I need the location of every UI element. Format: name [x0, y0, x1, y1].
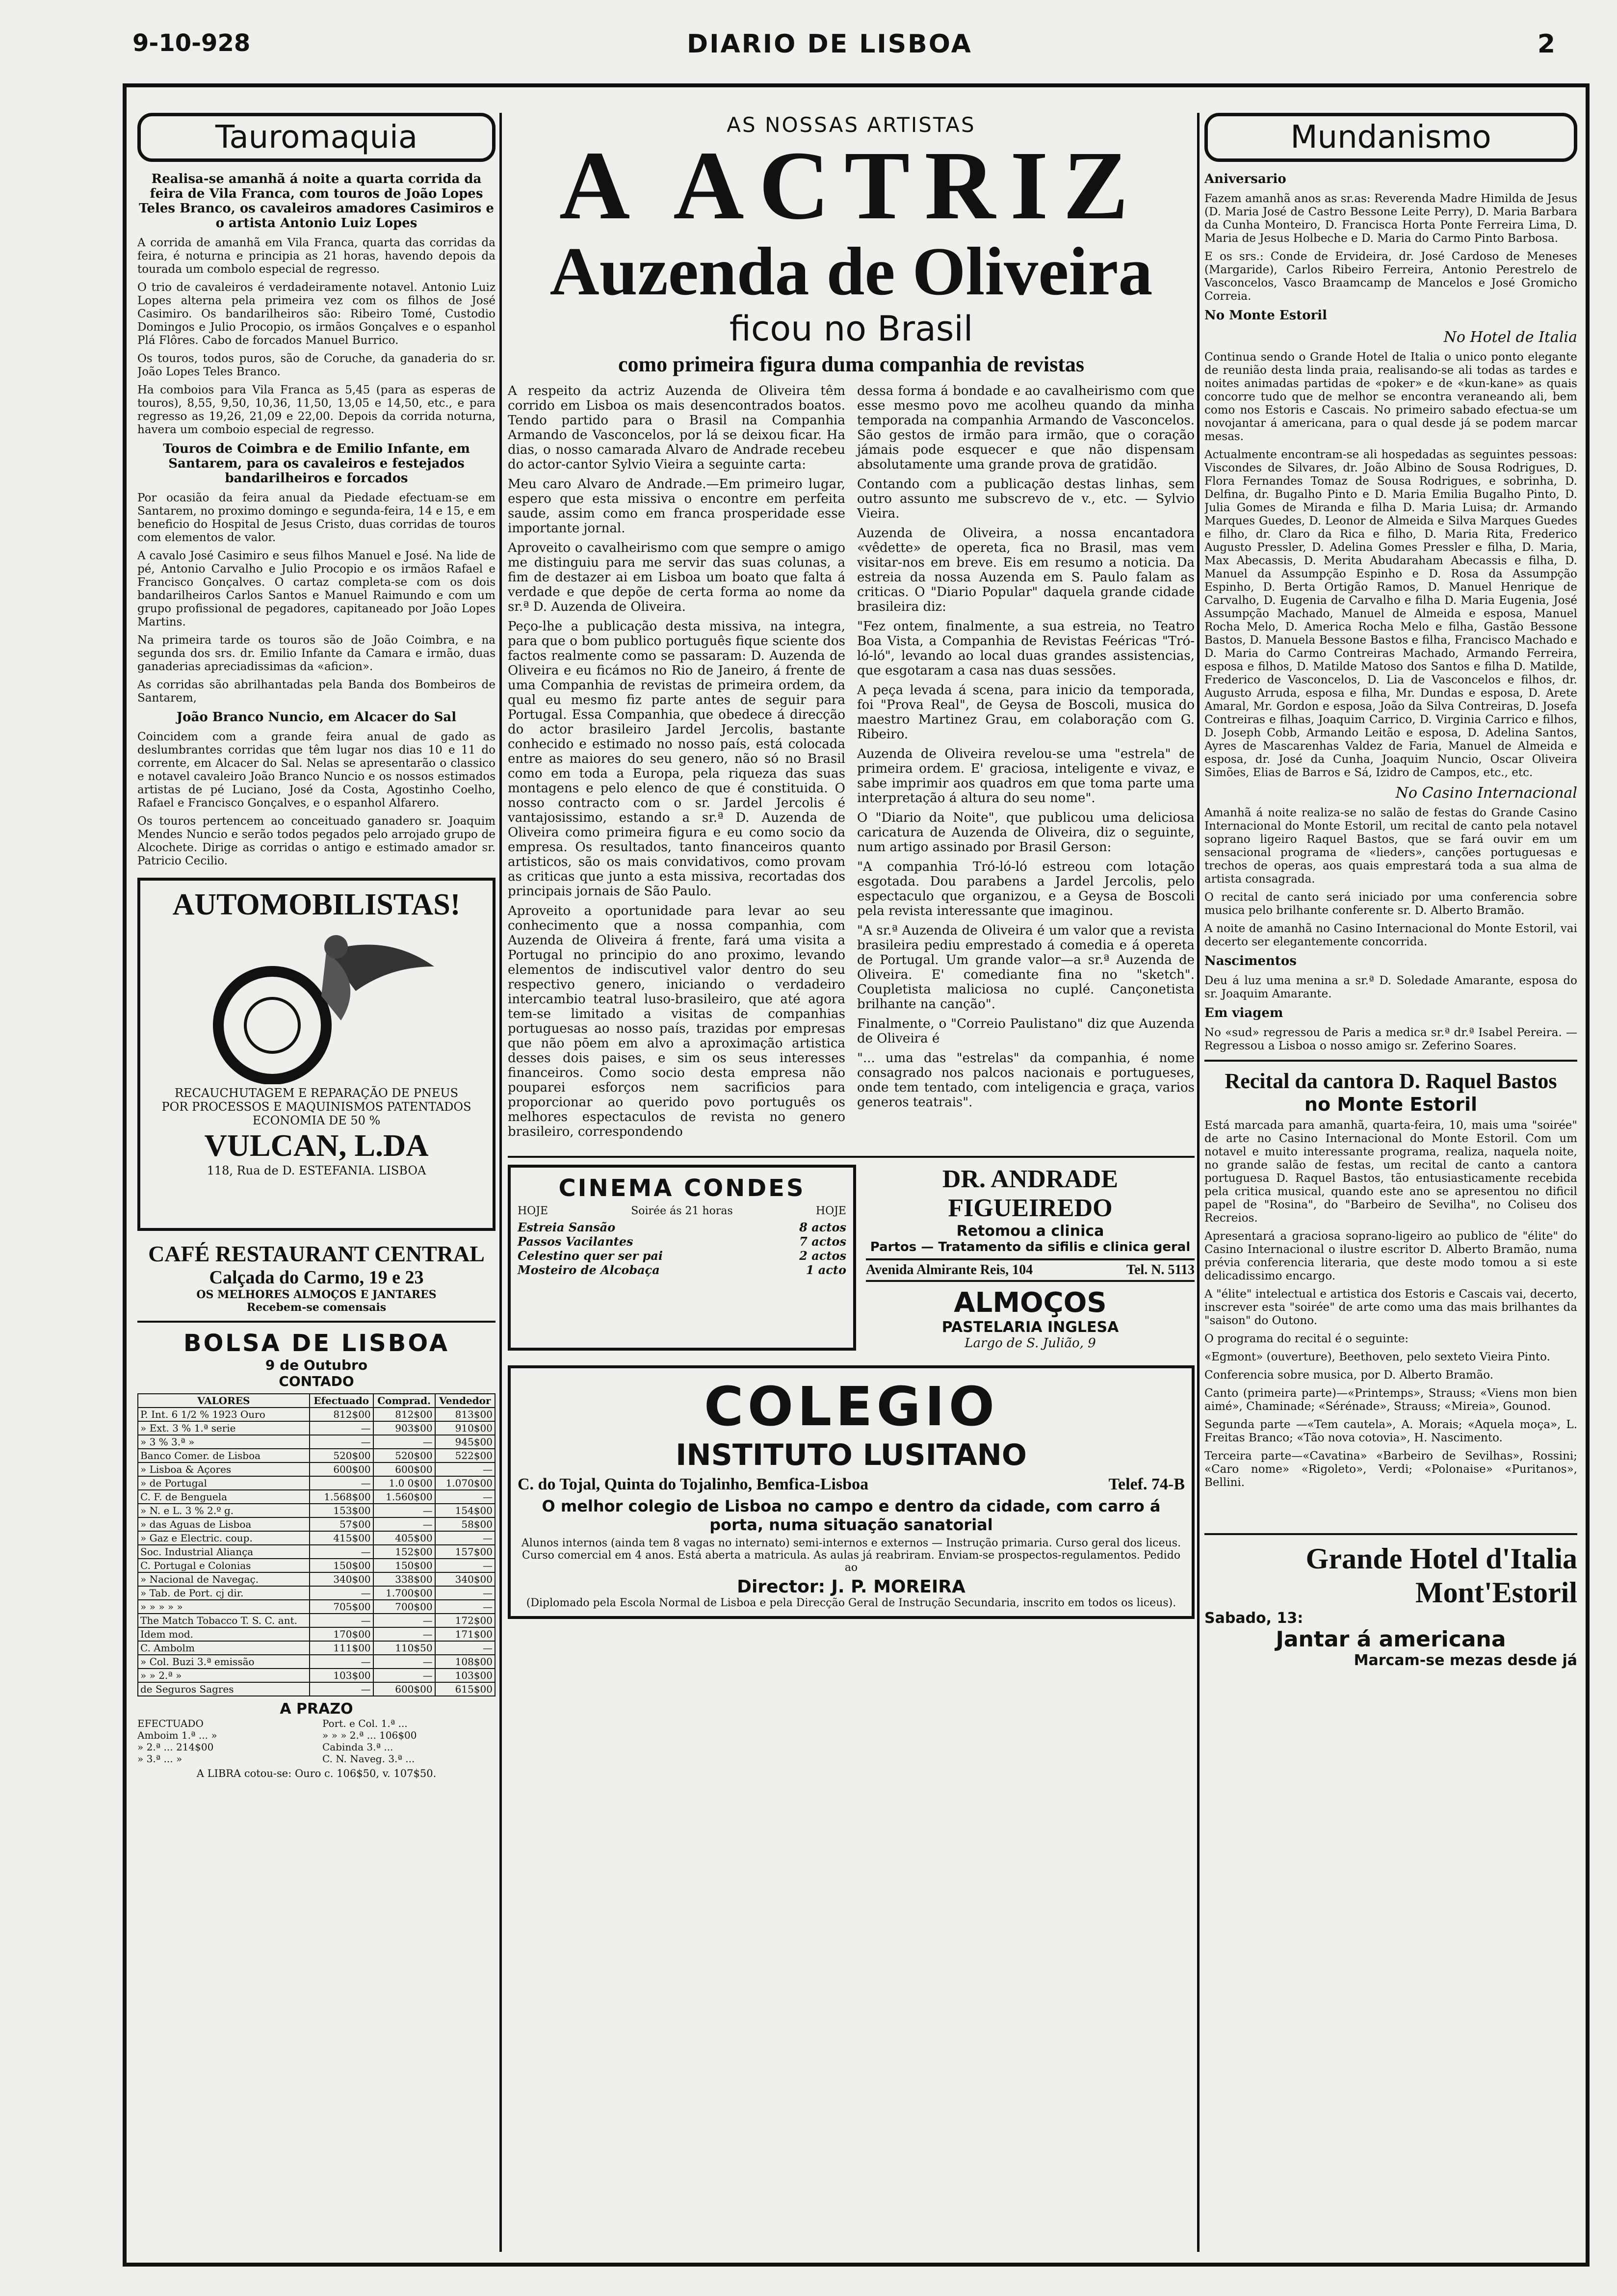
table-cell: —: [373, 1655, 435, 1669]
doctor-address-bar: [866, 1258, 1195, 1282]
article-col-a: [508, 384, 845, 1149]
table-cell: —: [373, 1614, 435, 1627]
table-cell: —: [435, 1641, 495, 1655]
table-row: [138, 1421, 495, 1435]
article-paragraph: Amanhã á noite realiza-se no salão de festas do Grande Casino Internacional do Monte Estoril, um recital de canto pela notavel soprano ligeiro Raquel Bastos, que se fará ouvir em um sensacional programa de «lieders», canções portuguesas e trechos de operas, aos quais emprestará toda a sua alma de artista consagrada.: [1204, 807, 1577, 886]
article-paragraph: Contando com a publicação destas linhas, sem outro assunto me subscrevo de v., etc. — Sylvio Vieira.: [857, 477, 1195, 521]
colegio-title: COLEGIO: [704, 1375, 999, 1438]
table-cell: » N. e L. 3 % 2.º g.: [138, 1504, 310, 1517]
article-paragraph: As corridas são abrilhantadas pela Banda dos Bombeiros de Santarem,: [137, 678, 496, 704]
film-title: Estreia Sansão: [518, 1220, 616, 1234]
table-cell: 600$00: [373, 1462, 435, 1476]
table-row: [138, 1586, 495, 1600]
table-row: [138, 1476, 495, 1490]
table-row: [138, 1449, 495, 1462]
table-row: [138, 1572, 495, 1586]
table-cell: 910$00: [435, 1421, 495, 1435]
table-cell: 700$00: [373, 1600, 435, 1614]
article-paragraph: Meu caro Alvaro de Andrade.—Em primeiro lugar, espero que esta missiva o encontre em perfeita saude, assim como em franca prosperidade esse importante jornal.: [508, 477, 845, 536]
divider: [1204, 1060, 1577, 1062]
table-row: [138, 1517, 495, 1531]
table-cell: C. Portugal e Colonias: [138, 1559, 310, 1572]
table-cell: Idem mod.: [138, 1627, 310, 1641]
bolsa-header-row: [138, 1394, 495, 1408]
article-paragraph: O programa do recital é o seguinte:: [1204, 1332, 1409, 1345]
table-cell: 338$00: [373, 1572, 435, 1586]
cinema-ad: [508, 1165, 856, 1351]
article-deck: como primeira figura duma companhia de revistas: [618, 352, 1085, 376]
article-paragraph: Auzenda de Oliveira, a nossa encantadora «vêdette» de opereta, fica no Brasil, mas vem visitar-nos em breve. Eis em resumo a noticia. Da estreia da nossa Auzenda em S. Paulo falam as criticas. O "Diario Popular" daquela grande cidade brasileira diz:: [857, 526, 1195, 614]
cafe-line: OS MELHORES ALMOÇOS E JANTARES: [196, 1288, 437, 1301]
page-number: 2: [1537, 29, 1555, 59]
column-rule: [1197, 113, 1200, 2252]
table-row: [138, 1531, 495, 1545]
aprazo-line: Port. e Col. 1.ª ...: [322, 1718, 408, 1729]
table-cell: 812$00: [373, 1408, 435, 1421]
table-row: [138, 1627, 495, 1641]
article-paragraph: Peço-lhe a publicação desta missiva, na integra, para que o bom publico português fique sciente dos factos realmente como se passaram: D. Auzenda de Oliveira e eu ficámos no Rio de Janeiro, á frente de uma Companhia de revistas de primeira ordem, da qual eu mesmo fiz parte antes de seguir para Portugal. Essa Companhia, que obedece á direcção do actor brasileiro Jardel Jercolis, bastante conhecido e estimado no nosso país, está colocada entre as maiores do seu genero, não só no Brasil como em toda a Europa, pela riqueza das suas montagens e pelo elenco de que é constituida. O nosso contracto com o sr. Jardel Jercolis é vantajosissimo, estando a sr.ª D. Auzenda de Oliveira como primeira figura e eu como socio da empresa. Os resultados, tanto financeiros quanto artisticos, são os mais convidativos, como provam as criticas que junto a esta missiva, recortadas dos principais jornais de São Paulo.: [508, 619, 845, 899]
article-paragraph: Aproveito o cavalheirismo com que sempre o amigo me distinguiu para me servir das suas colunas, a fim de destazer ai em Lisboa um boato que falta á verdade e que depõe de certa forma ao nome da sr.ª D. Auzenda de Oliveira.: [508, 541, 845, 614]
ad-title: AUTOMOBILISTAS!: [172, 888, 461, 921]
film-title: Passos Vacilantes: [518, 1234, 633, 1249]
ad-row: [508, 1165, 1195, 1351]
table-row: [138, 1545, 495, 1559]
cinema-title: CINEMA CONDES: [558, 1174, 806, 1202]
article-subhead: ficou no Brasil: [729, 309, 973, 349]
cafe-title: CAFÉ RESTAURANT CENTRAL: [148, 1241, 485, 1266]
doctor-line: Partos — Tratamento da sifilis e clinica geral: [870, 1240, 1191, 1254]
tauro-subhead: Touros de Coimbra e de Emilio Infante, em Santarem, para os cavaleiros e festejados bandarilheiros e forcados: [163, 442, 470, 486]
table-cell: C. Ambolm: [138, 1641, 310, 1655]
table-cell: 1.568$00: [310, 1490, 373, 1504]
article-paragraph: «Egmont» (ouverture), Beethoven, pelo sexteto Vieira Pinto.: [1204, 1351, 1550, 1363]
section-subhead: Nascimentos: [1204, 954, 1297, 968]
winged-tire-illustration: [179, 922, 454, 1084]
film-acts: 1 acto: [806, 1263, 846, 1277]
ad-line: RECAUCHUTAGEM E REPARAÇÃO DE PNEUS: [174, 1086, 459, 1100]
aprazo-line: Amboim 1.ª ... »: [137, 1729, 217, 1741]
table-cell: 103$00: [310, 1669, 373, 1682]
table-cell: 813$00: [435, 1408, 495, 1421]
aprazo-right: [322, 1718, 496, 1765]
table-cell: 103$00: [435, 1669, 495, 1682]
table-cell: 903$00: [373, 1421, 435, 1435]
table-row: [138, 1435, 495, 1449]
table-cell: » Tab. de Port. cj dir.: [138, 1586, 310, 1600]
colegio-phone: Telef. 74-B: [1108, 1475, 1185, 1493]
film-acts: 7 actos: [799, 1234, 846, 1249]
table-cell: » Lisboa & Açores: [138, 1462, 310, 1476]
aprazo-line: » » » 2.ª ... 106$00: [322, 1729, 417, 1741]
table-cell: —: [373, 1627, 435, 1641]
doctor-ad: [866, 1165, 1195, 1351]
list-item: [518, 1249, 846, 1263]
ad-line: POR PROCESSOS E MAQUINISMOS PATENTADOS: [161, 1100, 471, 1114]
table-cell: 57$00: [310, 1517, 373, 1531]
article-paragraph: A respeito da actriz Auzenda de Oliveira têm corrido em Lisboa os mais desencontrados boatos. Tendo partido para o Brasil na Companhia Armando de Vasconcelos, por lá se deixou ficar. Ha dias, o nosso camarada Alvaro de Andrade recebeu do actor-cantor Sylvio Vieira a seguinte carta:: [508, 384, 845, 472]
table-cell: 1.700$00: [373, 1586, 435, 1600]
aprazo-line: C. N. Naveg. 3.ª ...: [322, 1753, 415, 1765]
section-subhead: No Monte Estoril: [1204, 308, 1328, 323]
table-row: [138, 1682, 495, 1696]
table-row: [138, 1655, 495, 1669]
table-cell: —: [373, 1669, 435, 1682]
cinema-bar-item: HOJE: [815, 1205, 846, 1217]
colegio-line: Alunos internos (ainda tem 8 vagas no internato) semi-internos e externos — Instrução primaria. Curso geral dos liceus. Curso comercial em 4 anos. Está aberta a matricula. As aulas já reabriram. Enviam-se prospectos-regulamentos. Pedido ao: [521, 1537, 1181, 1574]
section-italic-head: No Hotel de Italia: [1443, 329, 1577, 346]
cafe-line: Recebem-se comensais: [246, 1301, 387, 1314]
table-row: [138, 1462, 495, 1476]
aprazo-block: [137, 1718, 496, 1765]
article-paragraph: Ha comboios para Vila Franca as 5,45 (para as esperas de touros), 8,55, 9,50, 10,36, 11,50, 13,05 e 14,50, etc., e para regresso as 19,26, 21,09 e 22,00. Depois da corrida noturna, havera um comboio especial de regresso.: [137, 384, 496, 436]
tauro-lead: Realisa-se amanhã á noite a quarta corrida da feira de Vila Franca, com touros de João Lopes Teles Branco, os cavaleiros amadores Casimiros e o artista Antonio Luiz Lopes: [139, 172, 494, 231]
article-kicker: AS NOSSAS ARTISTAS: [727, 113, 976, 137]
table-cell: —: [373, 1517, 435, 1531]
doctor-line: Retomou a clinica: [956, 1223, 1104, 1240]
table-cell: 522$00: [435, 1449, 495, 1462]
masthead: [132, 29, 1555, 74]
bolsa-header-cell: VALORES: [138, 1394, 310, 1408]
table-cell: 58$00: [435, 1517, 495, 1531]
film-acts: 8 actos: [799, 1220, 846, 1234]
table-cell: 150$00: [373, 1559, 435, 1572]
article-paragraph: Actualmente encontram-se ali hospedadas as seguintes pessoas: Viscondes de Silvares, dr. João Albino de Sousa Rodrigues, D. Flora Fernandes Tomaz de Sousa Rodrigues, e sobrinha, D. Delfina, dr. Bugalho Pinto e D. Maria Emilia Bugalho Pinto, D. Julia Gomes de Miranda e filha D. Maria Luisa; dr. Armando Marques Guedes, D. Leonor de Almeida e Silva Marques Guedes e filho, dr. Claro da Rica e filho, D. Maria Rita, Frederico Augusto Pressler, D. Adelina Gomes Pressler e filha, D. Maria, Max Abecassis, D. Merita Abudaraham Abecassis e filha, D. Manuel da Assumpção Espinho e D. Rosa da Assumpção Espinho, D. Berta Ortigão Ramos, D. Manuel Henrique de Carvalho, D. Eugenia de Carvalho e filha D. Maria Eugenia, José Assumpção Machado, Manuel de Almeida e esposa, Manuel Rocha Melo, D. America Rocha Melo e filha, Gastão Bessone Bastos, D. Manuela Bessone Bastos e filha, Francisco Machado e D. Maria do Carmo Contreiras Machado, Armando Ferreira, esposa e filhos, D. Matilde Matoso dos Santos e filha D. Matilde, Frederico de Vasconcelos, D. Lia de Vasconcelos e filhos, dr. Augusto Arruda, esposa e filha, Mr. Dundas e esposa, D. Arete Amaral, Mr. Gordon e esposa, João da Silva Contreiras, D. Josefa Contreiras e filhas, Joaquim Carrico, D. Virginia Carrico e filhos, D. Joseph Cobb, Armando Leitão e esposa, D. Adelina Santos, Ayres de Mascarenhas Valdez de Faria, Manuel de Almeida e esposa, dr. José da Cunha, Joaquim Nuncio, Oscar Oliveira Simões, Elias de Barros e Sá, Izidro de Campos, etc., etc.: [1204, 448, 1577, 779]
bolsa-section: [137, 1330, 496, 1779]
table-cell: 170$00: [310, 1627, 373, 1641]
table-cell: 600$00: [373, 1682, 435, 1696]
colegio-line: O melhor colegio de Lisboa no campo e dentro da cidade, com carro á porta, numa situação sanatorial: [542, 1497, 1161, 1534]
article-paragraph: Auzenda de Oliveira revelou-se uma "estrela" de primeira ordem. E' graciosa, inteligente e vivaz, e sabe imprimir aos quadros em que toma parte uma interpretação á altura do seu nome".: [857, 747, 1195, 806]
hotel-name: Grande Hotel d'Italia: [1305, 1542, 1577, 1575]
article-headline: A ACTRIZ: [559, 131, 1144, 240]
table-cell: —: [435, 1462, 495, 1476]
bolsa-title: BOLSA DE LISBOA: [183, 1330, 449, 1357]
recital-body: [1204, 1119, 1577, 1526]
table-cell: C. F. de Benguela: [138, 1490, 310, 1504]
table-cell: —: [310, 1435, 373, 1449]
article-paragraph: A peça levada á scena, para inicio da temporada, foi "Prova Real", de Geysa de Boscoli, musica do maestro Martinez Grau, em colaboração com G. Ribeiro.: [857, 683, 1195, 742]
article-paragraph: Terceira parte—«Cavatina» «Barbeiro de Sevilhas», Rossini; «Caro nome» «Rigoleto», Verdi; «Polonaise» «Puritanos», Bellini.: [1204, 1450, 1577, 1489]
table-cell: 340$00: [435, 1572, 495, 1586]
table-cell: —: [310, 1682, 373, 1696]
table-cell: 1.070$00: [435, 1476, 495, 1490]
table-cell: de Seguros Sagres: [138, 1682, 310, 1696]
almocos-title: ALMOÇOS: [954, 1287, 1107, 1319]
divider: [508, 1156, 1195, 1158]
cinema-bar-item: HOJE: [518, 1205, 548, 1217]
vulcan-ad: [137, 878, 496, 1231]
table-cell: 415$00: [310, 1531, 373, 1545]
table-cell: 615$00: [435, 1682, 495, 1696]
table-cell: —: [435, 1531, 495, 1545]
bolsa-header-cell: Vendedor: [435, 1394, 495, 1408]
table-cell: Soc. Industrial Aliança: [138, 1545, 310, 1559]
article-paragraph: No «sud» regressou de Paris a medica sr.ª dr.ª Isabel Pereira. —Regressou a Lisboa o nosso amigo sr. Zeferino Soares.: [1204, 1026, 1577, 1052]
table-cell: 150$00: [310, 1559, 373, 1572]
article-paragraph: dessa forma á bondade e ao cavalheirismo com que esse mesmo povo me acolheu quando da minha temporada na companhia Armando de Vasconcelos. São gestos de irmão para irmão, que o coração jámais pode esquecer e que não dispensam absolutamente uma grande prova de gratidão.: [857, 384, 1195, 472]
doctor-address: Avenida Almirante Reis, 104: [866, 1262, 1033, 1278]
table-cell: » das Aguas de Lisboa: [138, 1517, 310, 1531]
article-paragraph: Está marcada para amanhã, quarta-feira, 10, mais uma "soirée" de arte no Casino Internacional do Monte Estoril. Com um notavel e muito interessante programa, realiza, naquela noite, no grande salão de festas, um recital de canto a cantora portuguesa D. Raquel Bastos, tão entusiasticamente recebida pela critica musical, quando este ano se apresentou no dificil papel de "Rosina", do "Barbeiro de Sevilha", no Coliseu dos Recreios.: [1204, 1119, 1577, 1225]
table-cell: —: [310, 1421, 373, 1435]
article-paragraph: Por ocasião da feira anual da Piedade efectuam-se em Santarem, no proximo domingo e segunda-feira, 14 e 15, e em beneficio do Hospital de Jesus Cristo, duas corridas de touros com elementos de valor.: [137, 492, 496, 544]
article-paragraph: Os touros, todos puros, são de Coruche, da ganaderia do sr. João Lopes Teles Branco.: [137, 352, 496, 378]
aprazo-title: A PRAZO: [280, 1700, 353, 1718]
table-cell: 157$00: [435, 1545, 495, 1559]
article-paragraph: Segunda parte —«Tem cautela», A. Morais; «Aquela moça», L. Freitas Branco; «Tão nova cotovia», H. Nascimento.: [1204, 1418, 1577, 1444]
article-paragraph: A noite de amanhã no Casino Internacional do Monte Estoril, vai decerto ser elegantemente concorrida.: [1204, 922, 1577, 948]
table-cell: 108$00: [435, 1655, 495, 1669]
article-paragraph: Continua sendo o Grande Hotel de Italia o unico ponto elegante de reunião desta linda praia, realisando-se ali todas as tardes e noites animadas partidas de «poker» e de «kun-kane» as quais concorre tudo que de melhor se encontra veraneando ali, bem como nos Estoris e Cascais. No primeiro sabado efectua-se um novojantar á americana, para o qual desde já se podem marcar mesas.: [1204, 351, 1577, 443]
table-cell: 152$00: [373, 1545, 435, 1559]
article-paragraph: "... uma das "estrelas" da companhia, é nome consagrado nos palcos nacionais e portugueses, onde tem tentado, com inteligencia e graça, varios generos teatrais".: [857, 1051, 1195, 1110]
article-col-b: [857, 384, 1195, 1149]
table-cell: —: [373, 1435, 435, 1449]
table-cell: Banco Comer. de Lisboa: [138, 1449, 310, 1462]
article-paragraph: Os touros pertencem ao conceituado ganadero sr. Joaquim Mendes Nuncio e serão todos pegados pelo arrojado grupo de Alcochete. Dirige as corridas o antigo e estimado amador sr. Patricio Cecilio.: [137, 815, 496, 867]
table-cell: » de Portugal: [138, 1476, 310, 1490]
ad-line: ECONOMIA DE 50 %: [252, 1114, 381, 1127]
table-cell: —: [435, 1600, 495, 1614]
hotel-ad: [1204, 1542, 1577, 1669]
section-italic-head: No Casino Internacional: [1395, 784, 1577, 802]
right-column: [1204, 113, 1577, 2242]
mundanismo-heading: Mundanismo: [1204, 113, 1577, 162]
bolsa-date: 9 de Outubro: [265, 1357, 368, 1373]
column-rule: [499, 113, 502, 2252]
article-paragraph: Finalmente, o "Correio Paulistano" diz que Auzenda de Oliveira é: [857, 1017, 1195, 1046]
aprazo-line: » 3.ª ... »: [137, 1753, 183, 1765]
article-paragraph: O trio de cavaleiros é verdadeiramente notavel. Antonio Luiz Lopes alterna pela primeira vez com os filhos de José Casimiro. Os bandarilheiros são: Ribeiro Tomé, Custodio Domingos e Julio Procopio, os irmãos Gonçalves e o espanhol Plá Flôres. Cabo de forcados Manuel Burrico.: [137, 281, 496, 347]
table-cell: 705$00: [310, 1600, 373, 1614]
article-paragraph: "A companhia Tró-ló-ló estreou com lotação esgotada. Dou parabens a Jardel Jercolis, pelo espectaculo que organizou, e a Geysa de Boscoli pela revista interessante que imaginou.: [857, 860, 1195, 918]
libra-quote: A LIBRA cotou-se: Ouro c. 106$50, v. 107$50.: [196, 1768, 437, 1779]
table-cell: —: [310, 1655, 373, 1669]
article-paragraph: Deu á luz uma menina a sr.ª D. Soledade Amarante, esposa do sr. Joaquim Amarante.: [1204, 974, 1577, 1000]
table-row: [138, 1669, 495, 1682]
article-paragraph: Coincidem com a grande feira anual de gado as deslumbrantes corridas que têm lugar nos dias 10 e 11 do corrente, em Alcacer do Sal. Nelas se apresentarão o classico e notavel cavaleiro João Branco Nuncio e os nossos estimados artistas de pé Luciano, José da Costa, Agostinho Coelho, Rafael e Francisco Gonçalves, e o espanhol Alfarero.: [137, 731, 496, 809]
tauromaquia-heading: Tauromaquia: [137, 113, 496, 162]
table-cell: » Nacional de Navegaç.: [138, 1572, 310, 1586]
table-cell: 1.0 0$00: [373, 1476, 435, 1490]
section-subhead: Em viagem: [1204, 1006, 1283, 1020]
article-paragraph: Canto (primeira parte)—«Printemps», Strauss; «Viens mon bien aimé», Chaminade; «Sérénade», Strauss; «Mireia», Gounod.: [1204, 1387, 1577, 1413]
table-cell: 172$00: [435, 1614, 495, 1627]
film-title: Celestino quer ser pai: [518, 1249, 663, 1263]
article-paragraph: O "Diario da Noite", que publicou uma deliciosa caricatura de Auzenda de Oliveira, diz o seguinte, num artigo assinado por Brasil Gerson:: [857, 810, 1195, 855]
table-cell: » Ext. 3 % 1.ª serie: [138, 1421, 310, 1435]
cafe-address: Calçada do Carmo, 19 e 23: [209, 1267, 424, 1288]
article-paragraph: Na primeira tarde os touros são de João Coimbra, e na segunda dos srs. dr. Emilio Infante da Camara e irmão, duas ganaderias apreciadissimas da «aficion».: [137, 634, 496, 673]
issue-date: 9-10-928: [132, 29, 251, 57]
table-cell: 110$50: [373, 1641, 435, 1655]
table-row: [138, 1408, 495, 1421]
table-cell: 340$00: [310, 1572, 373, 1586]
middle-column: [508, 113, 1195, 2242]
table-cell: » Col. Buzi 3.ª emissão: [138, 1655, 310, 1669]
table-cell: 1.560$00: [373, 1490, 435, 1504]
bolsa-body: [138, 1408, 495, 1696]
table-cell: 945$00: [435, 1435, 495, 1449]
table-row: [138, 1504, 495, 1517]
aprazo-left: [137, 1718, 311, 1765]
article-name: Auzenda de Oliveira: [549, 234, 1153, 310]
table-row: [138, 1490, 495, 1504]
bolsa-header-cell: Efectuado: [310, 1394, 373, 1408]
article-paragraph: A cavalo José Casimiro e seus filhos Manuel e José. Na lide de pé, Antonio Carvalho e Julio Procopio e os irmãos Rafael e Francisco Gonçalves. O cartaz completa-se com os dois bandarilheiros Carlos Santos e Manuel Raimundo e com um grupo profissional de pegadores, capitaneado por João Lopes Martins.: [137, 549, 496, 628]
cinema-bar: [518, 1205, 846, 1217]
table-cell: » 3 % 3.ª »: [138, 1435, 310, 1449]
aprazo-line: Cabinda 3.ª ...: [322, 1741, 393, 1753]
hotel-note: Marcam-se mezas desde já: [1354, 1652, 1577, 1669]
cafe-ad: [137, 1241, 496, 1314]
hotel-date: Sabado, 13:: [1204, 1610, 1304, 1627]
table-row: [138, 1559, 495, 1572]
article-paragraph: Conferencia sobre musica, por D. Alberto Bramão.: [1204, 1369, 1494, 1382]
film-title: Mosteiro de Alcobaça: [518, 1263, 660, 1277]
article-paragraph: O recital de canto será iniciado por uma conferencia sobre musica pelo brilhante conferente sr. D. Alberto Bramão.: [1204, 891, 1577, 917]
colegio-ad: [508, 1365, 1195, 1619]
table-cell: —: [435, 1559, 495, 1572]
table-cell: » » 2.ª »: [138, 1669, 310, 1682]
hotel-event: Jantar á americana: [1276, 1627, 1506, 1652]
colegio-director: Director: J. P. MOREIRA: [737, 1577, 965, 1597]
table-cell: P. Int. 6 1/2 % 1923 Ouro: [138, 1408, 310, 1421]
table-row: [138, 1600, 495, 1614]
section-subhead: Aniversario: [1204, 172, 1286, 186]
doctor-name: DR. ANDRADE FIGUEIREDO: [942, 1165, 1119, 1222]
aprazo-line: » 2.ª ... 214$00: [137, 1741, 214, 1753]
divider: [137, 1321, 496, 1323]
table-cell: 520$00: [373, 1449, 435, 1462]
recital-headline: Recital da cantora D. Raquel Bastos: [1225, 1069, 1557, 1093]
almocos-line: PASTELARIA INGLESA: [941, 1319, 1119, 1336]
table-row: [138, 1641, 495, 1655]
list-item: [518, 1220, 846, 1234]
article-paragraph: E os srs.: Conde de Ervideira, dr. José Cardoso de Meneses (Margaride), Carlos Ribeiro Ferreira, Antonio Perestrelo de Vasconcelos, Vasco Braamcamp de Mancelos e José Gromicho Correia.: [1204, 250, 1577, 303]
article-paragraph: Apresentará a graciosa soprano-ligeiro ao publico de "élite" do Casino Internacional o ilustre escritor D. Alberto Bramão, numa prévia conferencia literaria, que deste modo tomou a si este delicadissimo encargo.: [1204, 1230, 1577, 1282]
table-cell: 600$00: [310, 1462, 373, 1476]
ad-brand: VULCAN, L.DA: [204, 1128, 429, 1163]
divider: [1204, 1533, 1577, 1535]
list-item: [518, 1263, 846, 1277]
table-cell: —: [310, 1476, 373, 1490]
doctor-phone: Tel. N. 5113: [1126, 1262, 1195, 1278]
table-cell: —: [435, 1490, 495, 1504]
almocos-address: Largo de S. Julião, 9: [965, 1336, 1096, 1351]
table-cell: —: [310, 1586, 373, 1600]
aprazo-line: EFECTUADO: [137, 1718, 204, 1729]
colegio-line: (Diplomado pela Escola Normal de Lisboa e pela Direcção Geral de Instrução Secundaria, inscrito em todos os liceus).: [526, 1597, 1176, 1609]
hotel-place: Mont'Estoril: [1415, 1576, 1577, 1609]
article-paragraph: Fazem amanhã anos as sr.as: Reverenda Madre Himilda de Jesus (D. Maria José de Castro Bessone Leite Perry), D. Maria Barbara da Cunha Monteiro, D. Francisca Horta Ponte Ferreira Lima, D. Maria de Jesus Holbeche e D. Maria do Carmo Pinto Barbosa.: [1204, 192, 1577, 245]
table-cell: 154$00: [435, 1504, 495, 1517]
recital-subhead: no Monte Estoril: [1304, 1094, 1478, 1115]
article-body: [508, 384, 1195, 1149]
table-cell: 405$00: [373, 1531, 435, 1545]
table-cell: —: [373, 1504, 435, 1517]
bolsa-table: [137, 1393, 496, 1696]
table-row: [138, 1614, 495, 1627]
colegio-address: C. do Tojal, Quinta do Tojalinho, Bemfica-Lisboa: [518, 1475, 869, 1493]
tauro-subhead: João Branco Nuncio, em Alcacer do Sal: [176, 710, 457, 725]
table-cell: » » » » »: [138, 1600, 310, 1614]
list-item: [518, 1234, 846, 1249]
left-column: [137, 113, 496, 2242]
colegio-address-bar: [518, 1475, 1185, 1494]
table-cell: —: [435, 1586, 495, 1600]
colegio-subtitle: INSTITUTO LUSITANO: [676, 1438, 1027, 1472]
table-cell: 111$00: [310, 1641, 373, 1655]
article-paragraph: Aproveito a oportunidade para levar ao seu conhecimento que a nossa companhia, com Auzenda de Oliveira á frente, fará uma visita a Portugal no principio do ano proximo, levando elementos de indiscutivel valor dentro do seu respectivo genero, iniciando o verdadeiro intercambio teatral luso-brasileiro, que até agora tem-se limitado a visitas de companhias portuguesas ao nosso país, trazidas por empresas que não pōem em alvo a aproximação artistica desses dois paises, e sim os seus interesses financeiros. Como socio desta empresa não pouparei esforços nem sacrificios para proporcionar ao querido povo português os melhores espectaculos de revista no genero brasileiro, correspondendo: [508, 904, 845, 1139]
film-acts: 2 actos: [799, 1249, 846, 1263]
table-cell: 171$00: [435, 1627, 495, 1641]
article-paragraph: "A sr.ª Auzenda de Oliveira é um valor que a revista brasileira pediu emprestado á comedia e á opereta de Portugal. Um grande valor—a sr.ª Auzenda de Oliveira. E' comediante fina no "sketch". Coupletista maliciosa no cuplé. Cançonetista brilhante na canção".: [857, 923, 1195, 1012]
table-cell: 812$00: [310, 1408, 373, 1421]
article-paragraph: "Fez ontem, finalmente, a sua estreia, no Teatro Boa Vista, a Companhia de Revistas Feéricas "Tró-ló-ló", levando ao local duas grandes assistencias, que esgotaram a casa nas duas sessões.: [857, 619, 1195, 678]
newspaper-name: DIARIO DE LISBOA: [687, 29, 972, 59]
cinema-bar-item: Soirée ás 21 horas: [631, 1205, 733, 1217]
cinema-programme: [518, 1220, 846, 1277]
table-cell: 520$00: [310, 1449, 373, 1462]
table-cell: —: [310, 1545, 373, 1559]
table-cell: The Match Tobacco T. S. C. ant.: [138, 1614, 310, 1627]
article-paragraph: A corrida de amanhã em Vila Franca, quarta das corridas da feira, é noturna e principia as 21 horas, havendo depois da tourada um combolo especial de regresso.: [137, 236, 496, 276]
table-cell: 153$00: [310, 1504, 373, 1517]
table-cell: —: [310, 1614, 373, 1627]
article-paragraph: A "élite" intelectual e artistica dos Estoris e Cascais vai, decerto, inscrever esta "soirée" de arte como uma das mais brilhantes da "saison" do Outono.: [1204, 1288, 1577, 1327]
table-cell: » Gaz e Electric. coup.: [138, 1531, 310, 1545]
ad-address: 118, Rua de D. ESTEFANIA. LISBOA: [207, 1164, 426, 1177]
bolsa-kind: CONTADO: [279, 1373, 354, 1389]
bolsa-header-cell: Comprad.: [373, 1394, 435, 1408]
